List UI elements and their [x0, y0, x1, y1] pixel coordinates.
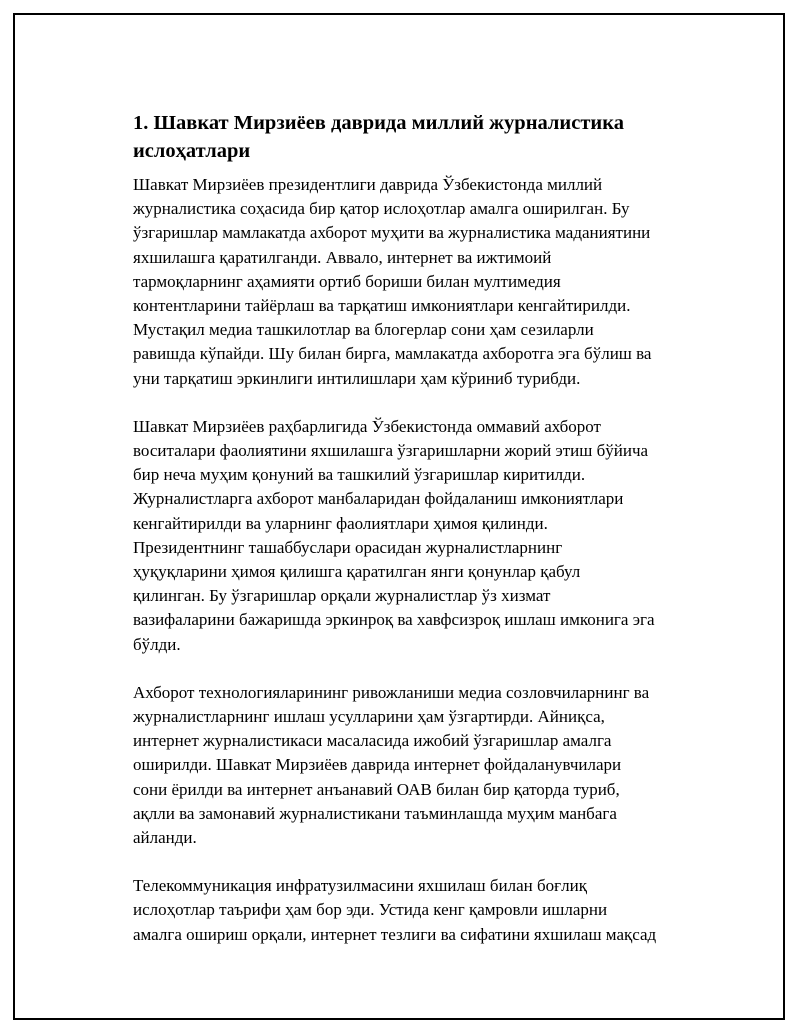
text-line: тармоқларнинг аҳамияти ортиб бориши билан мултимедия	[133, 271, 561, 291]
text-line: контентларини тайёрлаш ва тарқатиш имкониятлари кенгайтирилди.	[133, 296, 631, 316]
text-line: ҳуқуқларини ҳимоя қилишга қаратилган янги қонунлар қабул	[133, 562, 581, 582]
text-line: яхшилашга қаратилганди. Аввало, интернет ва ижтимоий	[133, 247, 552, 267]
text-line: Президентнинг ташаббуслари орасидан журналистларнинг	[133, 537, 563, 557]
text-line: воситалари фаолиятини яхшилашга ўзгаришларни жорий этиш бўйича	[133, 441, 649, 461]
text-line: амалга ошириш орқали, интернет тезлиги ва сифатини яхшилаш мақсад	[133, 924, 657, 944]
paragraph-3	[133, 681, 703, 850]
text-line: журналистика соҳасида бир қатор ислоҳотлар амалга оширилган. Бу	[133, 199, 630, 219]
text-line: Мустақил медиа ташкилотлар ва блогерлар сони ҳам сезиларли	[133, 320, 594, 340]
text-line: интернет журналистикаси масаласида ижобий ўзгаришлар амалга	[133, 731, 612, 751]
text-line: ислоҳотлар таърифи ҳам бор эди. Устида кенг қамровли ишларни	[133, 900, 608, 920]
text-line: уни тарқатиш эркинлиги интилишлари ҳам кўриниб турибди.	[133, 368, 581, 388]
text-line: равишда кўпайди. Шу билан бирга, мамлакатда ахборотга эга бўлиш ва	[133, 344, 652, 364]
text-line: айланди.	[133, 828, 197, 848]
text-line: оширилди. Шавкат Мирзиёев даврида интернет фойдаланувчилари	[133, 755, 622, 775]
text-line: журналистларнинг ишлаш усулларини ҳам ўзгартирди. Айниқса,	[133, 707, 605, 727]
text-line: ўзгаришлар мамлакатда ахборот муҳити ва журналистика маданиятини	[133, 223, 651, 243]
text-line: Шавкат Мирзиёев президентлиги даврида Ўзбекистонда миллий	[133, 175, 603, 194]
paragraph-4	[133, 874, 703, 947]
text-line: вазифаларини бажаришда эркинроқ ва хавфсизроқ ишлаш имконига эга	[133, 610, 655, 630]
section-heading	[133, 109, 703, 165]
heading-line: 1. Шавкат Мирзиёев даврида миллий журналистика	[133, 112, 624, 134]
text-line: қилинган. Бу ўзгаришлар орқали журналистлар ўз хизмат	[133, 586, 551, 606]
text-line: сони ёрилди ва интернет анъанавий ОАВ билан бир қаторда туриб,	[133, 779, 620, 799]
document-content	[133, 109, 703, 947]
text-line: Журналистларга ахборот манбаларидан фойдаланиш имкониятлари	[133, 489, 624, 509]
paragraph-1	[133, 173, 703, 391]
text-line: кенгайтирилди ва уларнинг фаолиятлари ҳимоя қилинди.	[133, 513, 548, 533]
text-line: бир неча муҳим қонуний ва ташкилий ўзгаришлар киритилди.	[133, 465, 586, 485]
text-line: Шавкат Мирзиёев раҳбарлигида Ўзбекистонда оммавий ахборот	[133, 416, 601, 436]
text-line: бўлди.	[133, 634, 181, 654]
paragraph-2	[133, 415, 703, 657]
heading-line: ислоҳатлари	[133, 140, 251, 162]
text-line: ақлли ва замонавий журналистикани таъминлашда муҳим манбага	[133, 803, 617, 823]
document-page	[13, 13, 785, 1020]
text-line: Телекоммуникация инфратузилмасини яхшилаш билан боғлиқ	[133, 876, 587, 896]
text-line: Ахборот технологияларининг ривожланиши медиа созловчиларнинг ва	[133, 682, 650, 702]
